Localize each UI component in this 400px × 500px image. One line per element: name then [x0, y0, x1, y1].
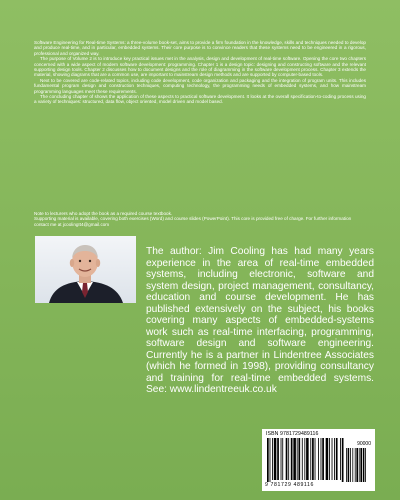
- barcode-bar: [326, 438, 329, 480]
- barcode: [262, 429, 375, 491]
- barcode-supplement-bar: [346, 448, 347, 482]
- barcode-supplement-bar: [356, 448, 358, 482]
- blurb-text: [34, 40, 366, 105]
- barcode-supplement-bar: [365, 448, 366, 482]
- barcode-supplement-bar: [360, 448, 362, 482]
- lecturer-note-line: Note to lecturers who adopt the book as a required course textbook.: [34, 211, 173, 216]
- lecturer-note-line: Supporting material is available, covering both exercises (Word) and course slides (PowerPoint). This core is provided free of charge. For further information contact me at jcoolingIt4@gmail.com: [34, 216, 352, 227]
- barcode-bar: [297, 438, 298, 480]
- barcode-bar: [291, 438, 293, 480]
- barcode-bar: [318, 438, 319, 480]
- barcode-bar: [306, 438, 309, 480]
- barcode-bar: [304, 438, 305, 480]
- barcode-supplement: 90000: [357, 441, 371, 447]
- barcode-bar: [342, 438, 344, 482]
- barcode-bar: [277, 438, 279, 480]
- barcode-bar: [329, 438, 330, 480]
- blurb-paragraph: The concluding chapter of shows the application of these aspects to practical software development. It looks at the overall specification-to-coding process using a variety of techniques: structured, data flow, object oriented, model driven and model based.: [34, 94, 366, 105]
- barcode-bar: [298, 438, 300, 480]
- barcode-supplement-bar: [352, 448, 353, 482]
- barcode-bar: [272, 438, 273, 480]
- barcode-bar: [332, 438, 333, 480]
- barcode-bar: [334, 438, 335, 480]
- barcode-bar: [312, 438, 314, 480]
- barcode-bar: [322, 438, 324, 480]
- author-photo: [35, 236, 136, 303]
- barcode-supplement-bar: [355, 448, 356, 482]
- barcode-bar: [293, 438, 296, 480]
- barcode-bar: [340, 438, 341, 480]
- barcode-digits: 9 781729 489116: [265, 482, 315, 488]
- barcode-bar: [282, 438, 283, 480]
- blurb-paragraph: Software Engineering for Real-time Systems: a three-volume book-set, aims to provide a firm foundation in the knowledge, skills and techniques needed to develop and produce real-time, and in particular, embedded systems. Their core purpose is to convince readers that these systems need to be engineered in a rigorous, professional and organized way.: [34, 40, 366, 56]
- barcode-bar: [281, 438, 282, 480]
- barcode-bar: [315, 438, 316, 480]
- barcode-supplement-bar: [363, 448, 365, 482]
- barcode-bar: [267, 438, 269, 482]
- author-bio: The author: Jim Cooling has had many years experience in the area of real-time embedded systems, including electronic, software and system design, project management, consultancy, education and course development. He has published extensively on the subject, his books covering many aspects of embedded-systems work such as real-time interfacing, programming, software design and software engineering. Currently he is a partner in Lindentree Associates (which he formed in 1998), providing consultancy and training for real-time embedded systems. See: www.lindentreeuk.co.uk: [146, 246, 374, 395]
- blurb-paragraph: The purpose of Volume 2 is to introduce key practical issues met in the analysis, design and development of real-time software. Opening the core two chapters concerned with a wide aspect of modern software development: programming. Chapter 1 is a design topic: designing and constructing software and the relevant supporting design tools. Chapter 2 discusses how to document designs and the role of diagramming in the software development process. Chapter 3 extends the material, showing diagrams that are a common use, are important to mainstream design methods and are supported by computer-based tools.: [34, 56, 366, 78]
- barcode-bar: [286, 438, 288, 480]
- author-portrait-image: [35, 236, 136, 303]
- barcode-supplement-bar: [348, 448, 350, 482]
- lecturer-note: [34, 211, 366, 227]
- barcode-bar: [336, 438, 338, 480]
- barcode-bar: [270, 438, 271, 482]
- barcode-bar: [321, 438, 322, 480]
- barcode-supplement-bar: [350, 448, 351, 482]
- barcode-bar: [274, 438, 277, 480]
- blurb-paragraph: Next to be covered are code-related topics, including code development, code organization and packaging and the integration of program units. This includes fundamental program design and construction techniques, computing technology, the programming needs of embedded systems, and how mainstream programming languages meet these requirements.: [34, 77, 366, 94]
- barcode-bar: [302, 438, 303, 480]
- isbn-label: ISBN 9781729489116: [266, 431, 319, 437]
- barcode-bar: [288, 438, 289, 480]
- barcode-bar: [310, 438, 311, 480]
- barcode-supplement-bar: [359, 448, 360, 482]
